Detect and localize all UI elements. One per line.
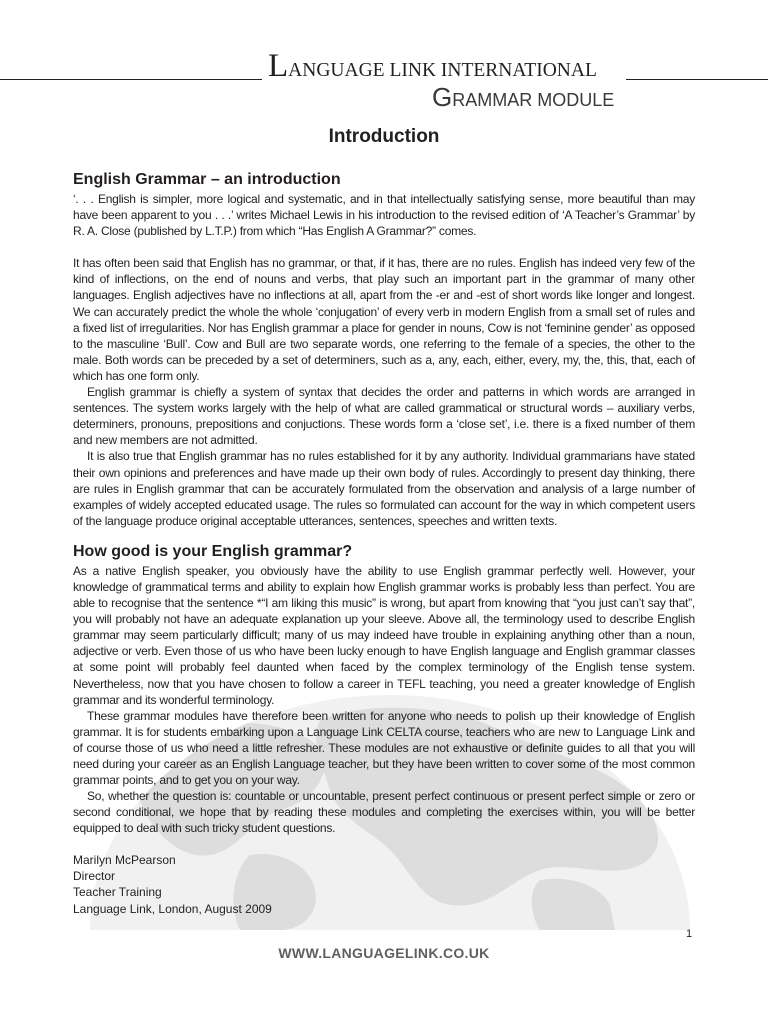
section-heading-introduction: English Grammar – an introduction — [73, 171, 341, 188]
signature-place-date: Language Link, London, August 2009 — [73, 901, 272, 916]
paragraph: English grammar is chiefly a system of syntax that decides the order and patterns in which words are arranged in sentences. The system works largely with the help of what are called grammatical or structural words – auxiliary verbs, determiners, pronouns, prepositions and conjuctions. These words form a ‘close set’, i.e. there is a fixed number of them and new members are not admitted. — [73, 385, 695, 448]
paragraph: So, whether the question is: countable or uncountable, present perfect continuous or present perfect simple or zero or second conditional, we hope that by reading these modules and completing the exercises within, you will be better equipped to deal with such tricky student questions. — [73, 789, 695, 836]
footer-url-link[interactable]: WWW.LANGUAGELINK.CO.UK — [278, 945, 490, 961]
paragraph: As a native English speaker, you obviously have the ability to use English grammar perfectly well. However, your knowledge of grammatical terms and ability to explain how English grammar works is probably less than perfect. You are able to recognise that the sentence *“I am liking this music” is wrong, but apart from knowing that “you just can’t say that”, you will probably not have an adequate explanation up your sleeve. Above all, the terminology used to describe English grammar may seem particularly difficult; many of us may indeed have trouble in explaining anything other than a noun, adjective or verb. Even those of us who have been lucky enough to have English language and English grammar classes at some point will probably feel daunted when faced by the complex terminology of the English tense system. Nevertheless, now that you have chosen to follow a career in TEFL teaching, you need a greater knowledge of English grammar and its wonderful terminology. — [73, 563, 695, 707]
section-heading-how-good: How good is your English grammar? — [73, 542, 353, 560]
signature-department: Teacher Training — [73, 885, 162, 900]
paragraph: These grammar modules have therefore been written for anyone who needs to polish up their knowledge of English grammar. It is for students embarking upon a Language Link CELTA course, teachers who are new to Language Link and of course those of us who need a little refresher. These modules are not exhaustive or definite guides to all that you will need during your career as an English Language teacher, but they have been written to cover some of the most common grammar points, and to get you on your way. — [73, 708, 695, 788]
organization-title: LANGUAGE LINK INTERNATIONAL — [268, 48, 597, 84]
paragraph: ‘. . . English is simpler, more logical and systematic, and in that intellectually satisfying sense, more beautiful than may have been apparent to you . . .’ writes Michael Lewis in his introduction to the revised edition of ‘A Teacher’s Grammar’ by R. A. Close (published by L.T.P.) from which “Has English A Grammar?” comes. — [73, 192, 695, 239]
signature-block — [73, 852, 272, 917]
paragraph: It is also true that English grammar has no rules established for it by any authority. Individual grammarians have stated their own opinions and preferences and have made up their own body of rules. Accordingly to present day thinking, there are rules in English grammar that can be accurately formulated from the observation and analysis of a large number of examples of widely accepted educated usage. The rules so formulated can account for the way in which competent users of the language produce original acceptable utterances, sentences, speeches and written texts. — [73, 449, 695, 528]
header-rule-left — [0, 79, 262, 80]
main-content — [73, 169, 695, 836]
signature-role: Director — [73, 869, 116, 884]
module-title: GRAMMAR MODULE — [432, 82, 615, 112]
header-rule-right — [626, 79, 768, 80]
page-title: Introduction — [328, 126, 440, 147]
paragraph: It has often been said that English has no grammar, or that, if it has, there are no rules. English has indeed very few of the kind of inflections, on the end of nouns and verbs, that play such an important part in the grammar of many other languages. English adjectives have no inflections at all, apart from the -er and -est of short words like longer and longest. We can accurately predict the whole the whole ‘conjugation’ of every verb in modern English from a small set of rules and a fixed list of irregularities. Nor has English grammar a place for gender in nouns, Cow is not ‘feminine gender’ as opposed to the masculine ‘Bull’. Cow and Bull are two separate words, one referring to the female of a species, the other to the male. Both words can be preceded by a set of determiners, such as a, any, each, either, every, my, the, this, that, each of which has one form only. — [73, 256, 695, 383]
page-number: 1 — [686, 928, 693, 940]
signature-name: Marilyn McPearson — [73, 853, 176, 867]
